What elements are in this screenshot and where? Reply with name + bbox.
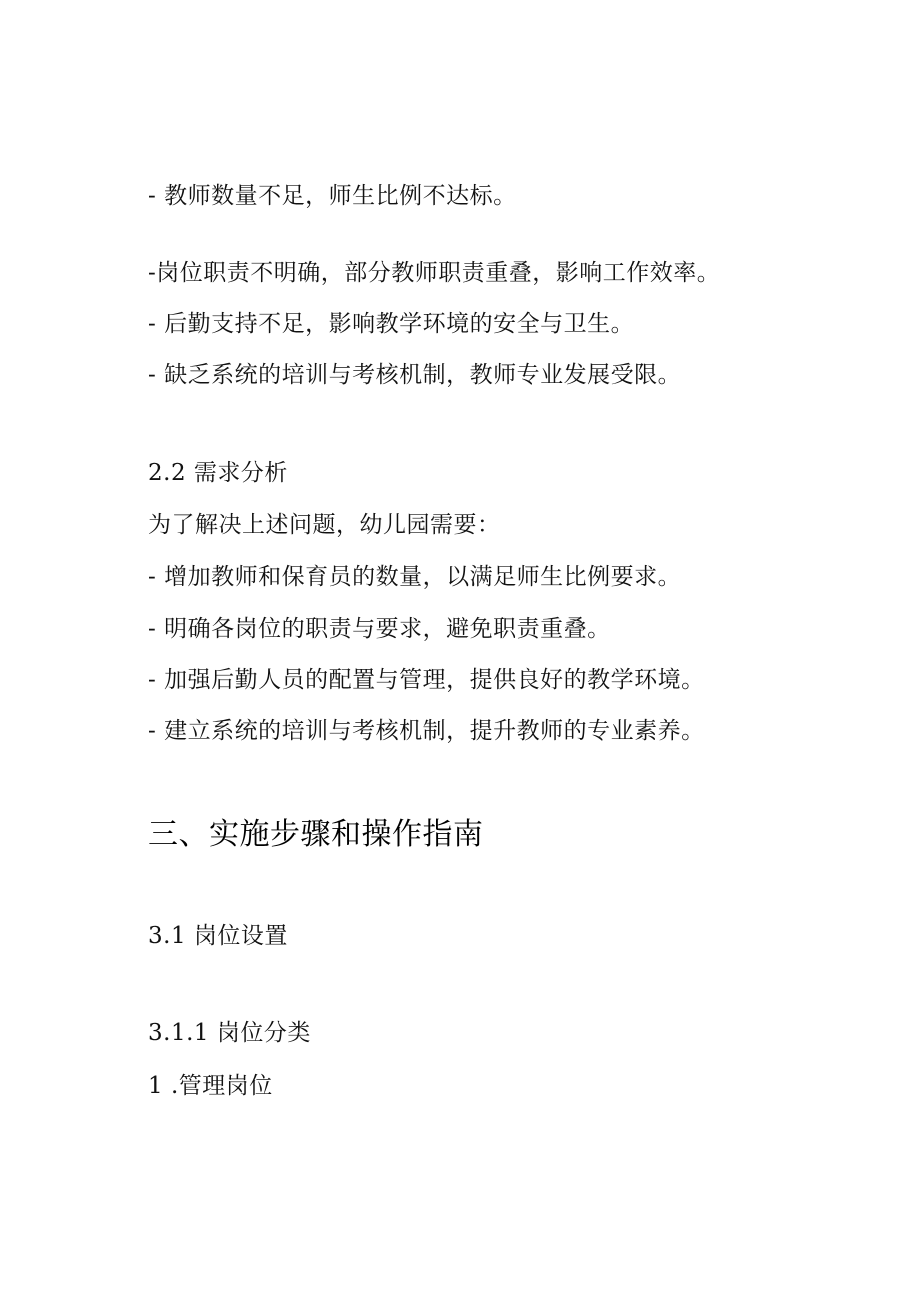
chapter-3-heading: 三、实施步骤和操作指南 bbox=[148, 817, 484, 852]
problem-item-2: -岗位职责不明确，部分教师职责重叠，影响工作效率。 bbox=[148, 260, 721, 286]
need-item-4: - 建立系统的培训与考核机制，提升教师的专业素养。 bbox=[148, 718, 705, 744]
problem-item-4: - 缺乏系统的培训与考核机制，教师专业发展受限。 bbox=[148, 362, 682, 388]
management-position-item: 1 .管理岗位 bbox=[148, 1073, 273, 1099]
problem-item-1: - 教师数量不足，师生比例不达标。 bbox=[148, 183, 517, 209]
need-item-1: - 增加教师和保育员的数量，以满足师生比例要求。 bbox=[148, 564, 682, 590]
need-item-3: - 加强后勤人员的配置与管理，提供良好的教学环境。 bbox=[148, 667, 705, 693]
need-item-2: - 明确各岗位的职责与要求，避免职责重叠。 bbox=[148, 616, 611, 642]
section-3-1-title: 3.1 岗位设置 bbox=[148, 923, 288, 949]
section-2-2-intro: 为了解决上述问题，幼儿园需要： bbox=[148, 512, 501, 538]
problem-item-3: - 后勤支持不足，影响教学环境的安全与卫生。 bbox=[148, 311, 635, 337]
section-2-2-title: 2.2 需求分析 bbox=[148, 460, 288, 486]
section-3-1-1-title: 3.1.1 岗位分类 bbox=[148, 1020, 311, 1046]
